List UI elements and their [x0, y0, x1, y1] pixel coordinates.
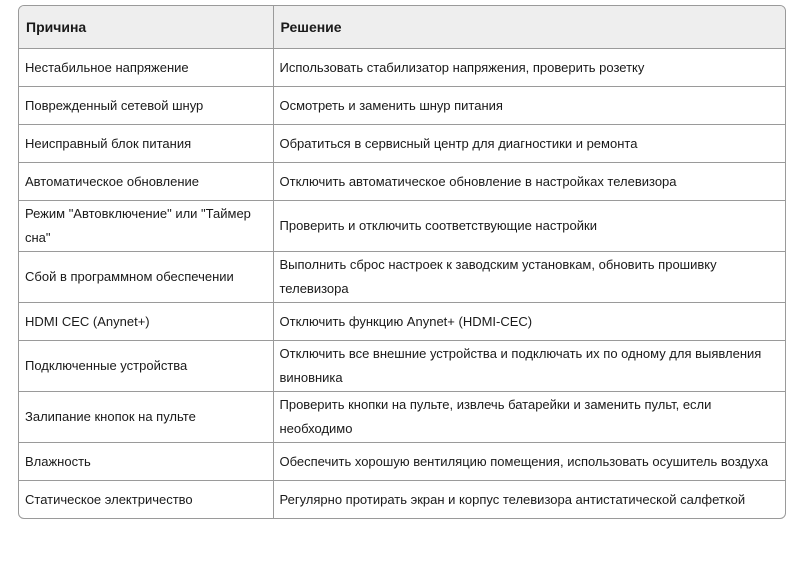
cause-cell: Нестабильное напряжение	[19, 49, 273, 87]
solution-cell: Проверить кнопки на пульте, извлечь батарейки и заменить пульт, если необходимо	[273, 392, 785, 443]
cause-cell: Поврежденный сетевой шнур	[19, 87, 273, 125]
solution-cell: Осмотреть и заменить шнур питания	[273, 87, 785, 125]
cause-cell: Влажность	[19, 443, 273, 481]
table-row	[19, 252, 785, 303]
cause-cell: Подключенные устройства	[19, 341, 273, 392]
table-row	[19, 163, 785, 201]
cause-cell: HDMI CEC (Anynet+)	[19, 303, 273, 341]
solution-cell: Выполнить сброс настроек к заводским установкам, обновить прошивку телевизора	[273, 252, 785, 303]
solution-cell: Регулярно протирать экран и корпус телевизора антистатической салфеткой	[279, 491, 746, 507]
table-row	[19, 341, 785, 392]
troubleshooting-table-container	[18, 5, 786, 519]
table-row	[19, 125, 785, 163]
table-row	[19, 303, 785, 341]
cause-cell: Неисправный блок питания	[19, 125, 273, 163]
troubleshooting-table	[19, 6, 785, 518]
cause-cell: Залипание кнопок на пульте	[19, 392, 273, 443]
solution-cell: Обратиться в сервисный центр для диагностики и ремонта	[273, 125, 785, 163]
table-header-row	[19, 6, 785, 49]
solution-cell: Обеспечить хорошую вентиляцию помещения, использовать осушитель воздуха	[273, 443, 785, 481]
cause-cell: Автоматическое обновление	[19, 163, 273, 201]
cause-cell: Статическое электричество	[19, 481, 273, 519]
solution-cell: Проверить и отключить соответствующие настройки	[273, 201, 785, 252]
table-row	[19, 392, 785, 443]
cause-cell: Сбой в программном обеспечении	[19, 252, 273, 303]
solution-cell: Отключить автоматическое обновление в настройках телевизора	[273, 163, 785, 201]
table-row	[19, 87, 785, 125]
column-header-solution: Решение	[273, 6, 785, 49]
column-header-cause: Причина	[19, 6, 273, 49]
table-row	[19, 443, 785, 481]
solution-cell: Отключить все внешние устройства и подключать их по одному для выявления виновника	[273, 341, 785, 392]
solution-cell: Использовать стабилизатор напряжения, проверить розетку	[273, 49, 785, 87]
table-row	[19, 481, 785, 519]
cause-cell: Режим "Автовключение" или "Таймер сна"	[19, 201, 273, 252]
table-row	[19, 201, 785, 252]
solution-cell: Отключить функцию Anynet+ (HDMI-CEC)	[273, 303, 785, 341]
table-row	[19, 49, 785, 87]
